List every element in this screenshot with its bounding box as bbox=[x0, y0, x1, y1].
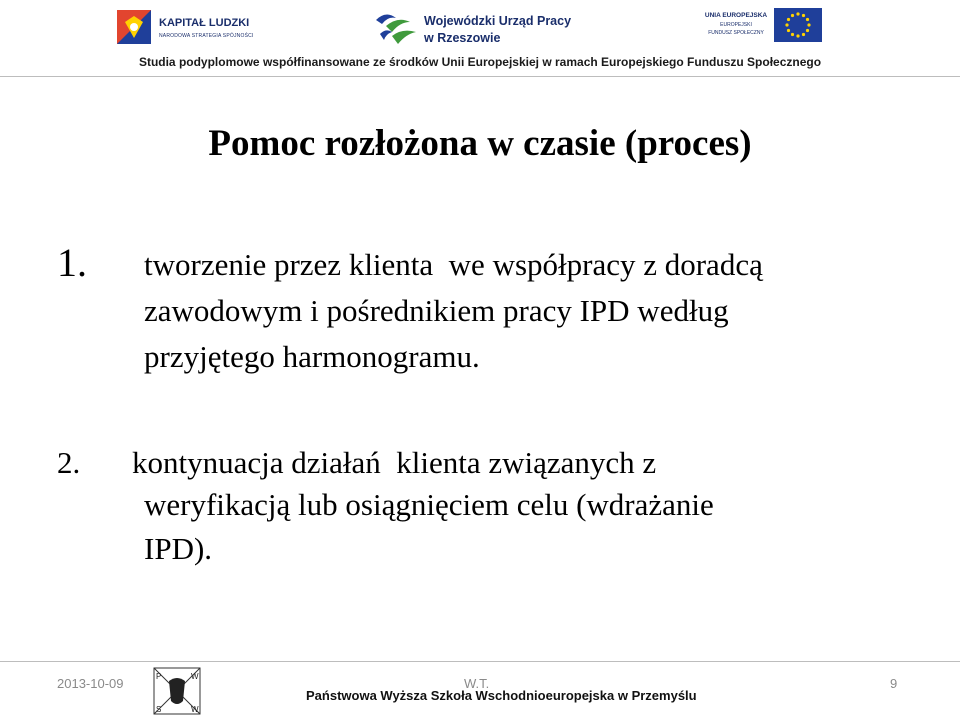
sponsor-header bbox=[0, 0, 960, 78]
svg-text:W: W bbox=[191, 705, 199, 714]
efs-name-line1: EUROPEJSKI bbox=[720, 22, 752, 28]
wup-birds-icon bbox=[372, 6, 420, 48]
eu-flag-icon bbox=[774, 8, 822, 42]
wup-rzeszow-logo bbox=[372, 6, 572, 48]
item-2-line-3: IPD). bbox=[144, 531, 213, 566]
slide-title: Pomoc rozłożona w czasie (proces) bbox=[208, 123, 752, 164]
svg-text:P: P bbox=[156, 672, 162, 681]
eu-name: UNIA EUROPEJSKA bbox=[704, 12, 768, 19]
svg-text:S: S bbox=[156, 705, 162, 714]
kapital-ludzki-subtitle: NARODOWA STRATEGIA SPÓJNOŚCI bbox=[159, 33, 254, 39]
item-1-number: 1. bbox=[57, 240, 87, 285]
item-2-line-1: kontynuacja działań klienta związanych z bbox=[132, 445, 657, 480]
footer-author: W.T. bbox=[464, 676, 490, 691]
item-1-line-2: zawodowym i pośrednikiem pracy IPD według bbox=[144, 293, 729, 328]
cofinancing-tagline: Studia podyplomowe współfinansowane ze środków Unii Europejskiej w ramach Europejskiego Funduszu Społecznego bbox=[138, 55, 822, 69]
wup-name-line2: w Rzeszowie bbox=[424, 31, 501, 45]
item-1-line-1: tworzenie przez klienta we współpracy z doradcą bbox=[144, 247, 763, 282]
pwsw-crest-icon bbox=[153, 667, 201, 715]
page-number: 9 bbox=[890, 676, 898, 691]
kapital-ludzki-logo bbox=[115, 8, 265, 48]
kapital-ludzki-emblem-icon bbox=[115, 8, 153, 46]
item-2-number: 2. bbox=[57, 445, 81, 480]
header-divider bbox=[0, 76, 960, 77]
item-2-line-2: weryfikacją lub osiągnięciem celu (wdrażanie bbox=[144, 487, 714, 522]
efs-name-line2: FUNDUSZ SPOŁECZNY bbox=[708, 30, 764, 36]
footer-divider bbox=[0, 661, 960, 662]
item-1-line-3: przyjętego harmonogramu. bbox=[144, 339, 480, 374]
institution-name: Państwowa Wyższa Szkoła Wschodnioeuropejska w Przemyślu bbox=[306, 688, 697, 703]
svg-text:W: W bbox=[191, 672, 199, 681]
kapital-ludzki-title: KAPITAŁ LUDZKI bbox=[159, 17, 250, 29]
wup-name-line1: Wojewódzki Urząd Pracy bbox=[424, 14, 572, 28]
eu-efs-logo bbox=[700, 8, 825, 44]
footer-date: 2013-10-09 bbox=[57, 676, 124, 691]
